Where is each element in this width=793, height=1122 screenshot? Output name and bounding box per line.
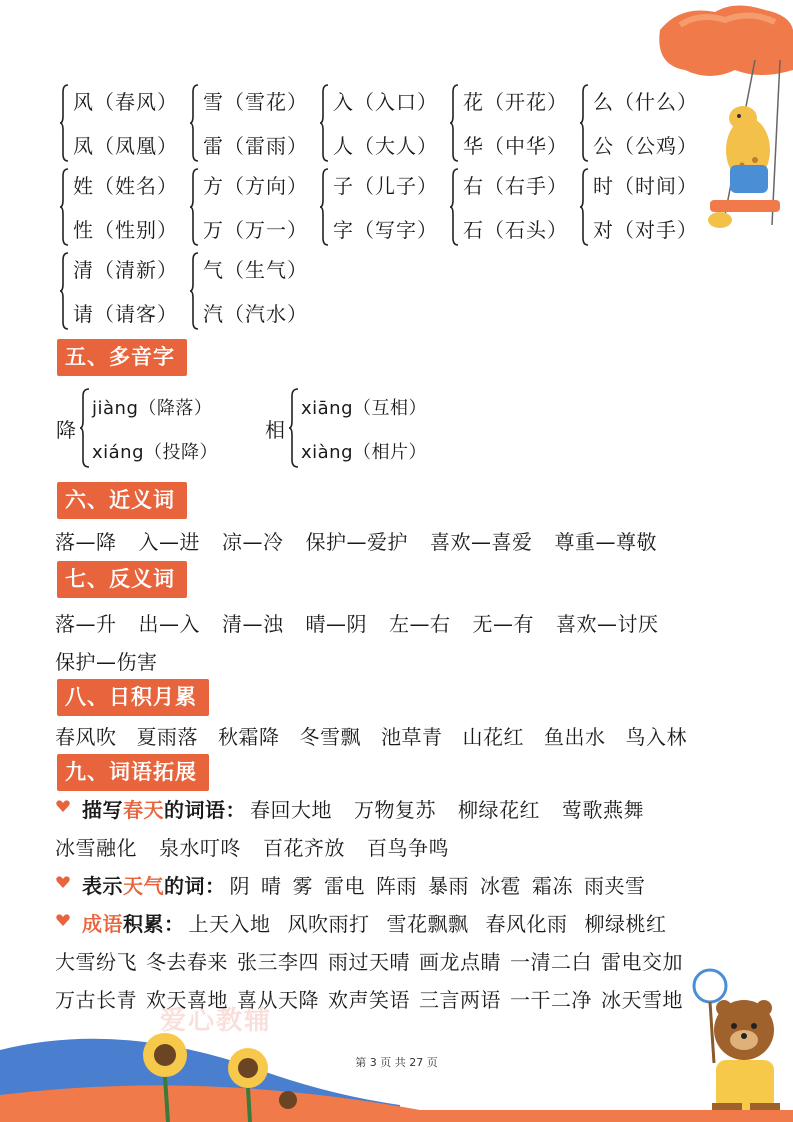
- idiom: 欢天喜地: [146, 988, 228, 1012]
- word-pair: [60, 80, 185, 168]
- synonym-pair: 尊重—尊敬: [554, 530, 657, 554]
- brace-icon: [60, 168, 69, 246]
- spring-label-post: 的词语：: [164, 798, 246, 822]
- word-pair-top: 方（方向）: [203, 174, 308, 198]
- weather-word: 阵雨: [376, 874, 417, 898]
- word-pair-top: 清（清新）: [73, 258, 178, 282]
- word-pair-bottom: 凤（凤凰）: [73, 134, 178, 158]
- polyphone-char: 相: [265, 418, 285, 442]
- brace-icon: [580, 84, 589, 162]
- weather-word: 雨夹雪: [584, 874, 646, 898]
- spring-word: 柳绿花红: [458, 798, 540, 822]
- accumulation-phrase: 夏雨落: [136, 725, 198, 749]
- polyphone-reading: jiàng（降落）: [92, 398, 213, 419]
- word-pair-top: 子（儿子）: [333, 174, 438, 198]
- idiom: 冬去春来: [146, 950, 228, 974]
- weather-word: 霜冻: [532, 874, 573, 898]
- idiom: 春风化雨: [485, 912, 568, 936]
- spring-words-line: [82, 794, 666, 823]
- watermark: 爱心教辅: [160, 1006, 273, 1036]
- idiom: 风吹雨打: [287, 912, 370, 936]
- word-pair-top: 姓（姓名）: [73, 174, 178, 198]
- accumulation-phrase: 鸟入林: [625, 725, 687, 749]
- word-pair: [320, 164, 445, 252]
- word-pair-bottom: 对（对手）: [593, 218, 698, 242]
- accumulation-line: [55, 721, 707, 750]
- weather-word: 晴: [261, 874, 282, 898]
- brace-icon: [60, 84, 69, 162]
- spring-label-pre: 描写: [82, 798, 123, 822]
- idiom: 喜从天降: [237, 988, 319, 1012]
- brace-icon: [289, 388, 299, 468]
- polyphone-reading: xiàng（相片）: [301, 442, 428, 463]
- polyphone-reading: xiāng（互相）: [301, 398, 428, 419]
- brace-icon: [450, 168, 459, 246]
- idiom-label-post: 积累：: [123, 912, 185, 936]
- word-pair-bottom: 万（万一）: [203, 218, 308, 242]
- accumulation-phrase: 池草青: [381, 725, 443, 749]
- synonym-pair: 凉—冷: [222, 530, 284, 554]
- brace-icon: [450, 84, 459, 162]
- spring-word: 百花齐放: [263, 836, 345, 860]
- section-heading-accumulation: 八、日积月累: [57, 679, 209, 716]
- word-pair-top: 么（什么）: [593, 90, 698, 114]
- word-pair-bottom: 性（性别）: [73, 218, 178, 242]
- idiom: 雨过天晴: [328, 950, 410, 974]
- idiom: 雷电交加: [601, 950, 683, 974]
- weather-word: 雷电: [324, 874, 365, 898]
- spring-word: 泉水叮咚: [159, 836, 241, 860]
- idioms-line: [55, 984, 692, 1013]
- word-pair: [190, 164, 315, 252]
- word-pair: [60, 248, 185, 336]
- page-number-footer: 第 3 页 共 27 页: [355, 1056, 438, 1069]
- idiom: 柳绿桃红: [584, 912, 667, 936]
- weather-label-pre: 表示: [82, 874, 123, 898]
- heart-bullet-icon: [56, 800, 70, 812]
- idiom: 一清二白: [510, 950, 592, 974]
- spring-word: 春回大地: [250, 798, 332, 822]
- idiom: 万古长青: [55, 988, 137, 1012]
- section-heading-polyphones: 五、多音字: [57, 339, 187, 376]
- antonym-pair: 出—入: [138, 612, 200, 636]
- word-pair: [190, 248, 315, 336]
- polyphone-char: 降: [56, 418, 76, 442]
- word-pair-bottom: 汽（汽水）: [203, 302, 308, 326]
- synonym-pair: 入—进: [138, 530, 200, 554]
- word-pair-top: 时（时间）: [593, 174, 698, 198]
- word-pair-top: 风（春风）: [73, 90, 178, 114]
- word-pair-bottom: 石（石头）: [463, 218, 568, 242]
- idiom: 欢声笑语: [328, 988, 410, 1012]
- accumulation-phrase: 秋霜降: [218, 725, 280, 749]
- weather-label-key: 天气: [123, 874, 164, 898]
- section-heading-antonyms: 七、反义词: [57, 561, 187, 598]
- word-pair-bottom: 字（写字）: [333, 218, 438, 242]
- word-pair-top: 右（右手）: [463, 174, 568, 198]
- idiom-label-key: 成语: [82, 912, 123, 936]
- section-heading-expansion: 九、词语拓展: [57, 754, 209, 791]
- idiom: 一干二净: [510, 988, 592, 1012]
- weather-words-line: [82, 870, 657, 899]
- brace-icon: [190, 168, 199, 246]
- brace-icon: [190, 252, 199, 330]
- spring-word: 冰雪融化: [55, 836, 137, 860]
- accumulation-phrase: 冬雪飘: [299, 725, 361, 749]
- word-pair: [60, 164, 185, 252]
- heart-bullet-icon: [56, 914, 70, 926]
- weather-word: 雾: [292, 874, 313, 898]
- antonym-pair: 保护—伤害: [55, 650, 158, 674]
- spring-word: 莺歌燕舞: [562, 798, 644, 822]
- word-pair: [450, 164, 575, 252]
- polyphone-reading: xiáng（投降）: [92, 442, 219, 463]
- word-pair-bottom: 请（请客）: [73, 302, 178, 326]
- brace-icon: [60, 252, 69, 330]
- antonym-pair: 左—右: [389, 612, 451, 636]
- antonyms-line: [55, 608, 681, 637]
- heart-bullet-icon: [56, 876, 70, 888]
- brace-icon: [190, 84, 199, 162]
- weather-word: 冰雹: [480, 874, 521, 898]
- synonym-pair: 保护—爱护: [305, 530, 408, 554]
- word-pair: [190, 80, 315, 168]
- word-pair-top: 雪（雪花）: [203, 90, 308, 114]
- weather-word: 暴雨: [428, 874, 469, 898]
- spring-word: 万物复苏: [354, 798, 436, 822]
- idioms-line: [55, 946, 692, 975]
- spring-label-key: 春天: [123, 798, 164, 822]
- word-pair-bottom: 人（大人）: [333, 134, 438, 158]
- idiom: 雪花飘飘: [386, 912, 469, 936]
- word-pair-bottom: 华（中华）: [463, 134, 568, 158]
- synonym-pair: 落—降: [55, 530, 117, 554]
- weather-word: 阴: [229, 874, 250, 898]
- idiom: 冰天雪地: [601, 988, 683, 1012]
- word-pair: [580, 80, 705, 168]
- weather-label-post: 的词：: [164, 874, 226, 898]
- brace-icon: [320, 168, 329, 246]
- accumulation-phrase: 鱼出水: [544, 725, 606, 749]
- brace-icon: [80, 388, 90, 468]
- idioms-line: [82, 908, 684, 937]
- word-pair-top: 花（开花）: [463, 90, 568, 114]
- idiom: 大雪纷飞: [55, 950, 137, 974]
- section-heading-synonyms: 六、近义词: [57, 482, 187, 519]
- idiom: 张三李四: [237, 950, 319, 974]
- idiom: 三言两语: [419, 988, 501, 1012]
- antonym-pair: 落—升: [55, 612, 117, 636]
- word-pair-bottom: 公（公鸡）: [593, 134, 698, 158]
- accumulation-phrase: 山花红: [462, 725, 524, 749]
- antonym-pair: 无—有: [472, 612, 534, 636]
- word-pair-top: 入（入口）: [333, 90, 438, 114]
- antonyms-line: [55, 646, 180, 675]
- idiom: 上天入地: [188, 912, 271, 936]
- antonym-pair: 清—浊: [222, 612, 284, 636]
- synonyms-line: [55, 526, 679, 555]
- word-pair-top: 气（生气）: [203, 258, 308, 282]
- brace-icon: [320, 84, 329, 162]
- spring-words-line: [55, 832, 471, 861]
- accumulation-phrase: 春风吹: [55, 725, 117, 749]
- synonym-pair: 喜欢—喜爱: [430, 530, 533, 554]
- word-pair: [320, 80, 445, 168]
- word-pair-bottom: 雷（雷雨）: [203, 134, 308, 158]
- idiom: 画龙点睛: [419, 950, 501, 974]
- antonym-pair: 晴—阴: [305, 612, 367, 636]
- word-pair: [580, 164, 705, 252]
- antonym-pair: 喜欢—讨厌: [556, 612, 659, 636]
- spring-word: 百鸟争鸣: [367, 836, 449, 860]
- brace-icon: [580, 168, 589, 246]
- word-pair: [450, 80, 575, 168]
